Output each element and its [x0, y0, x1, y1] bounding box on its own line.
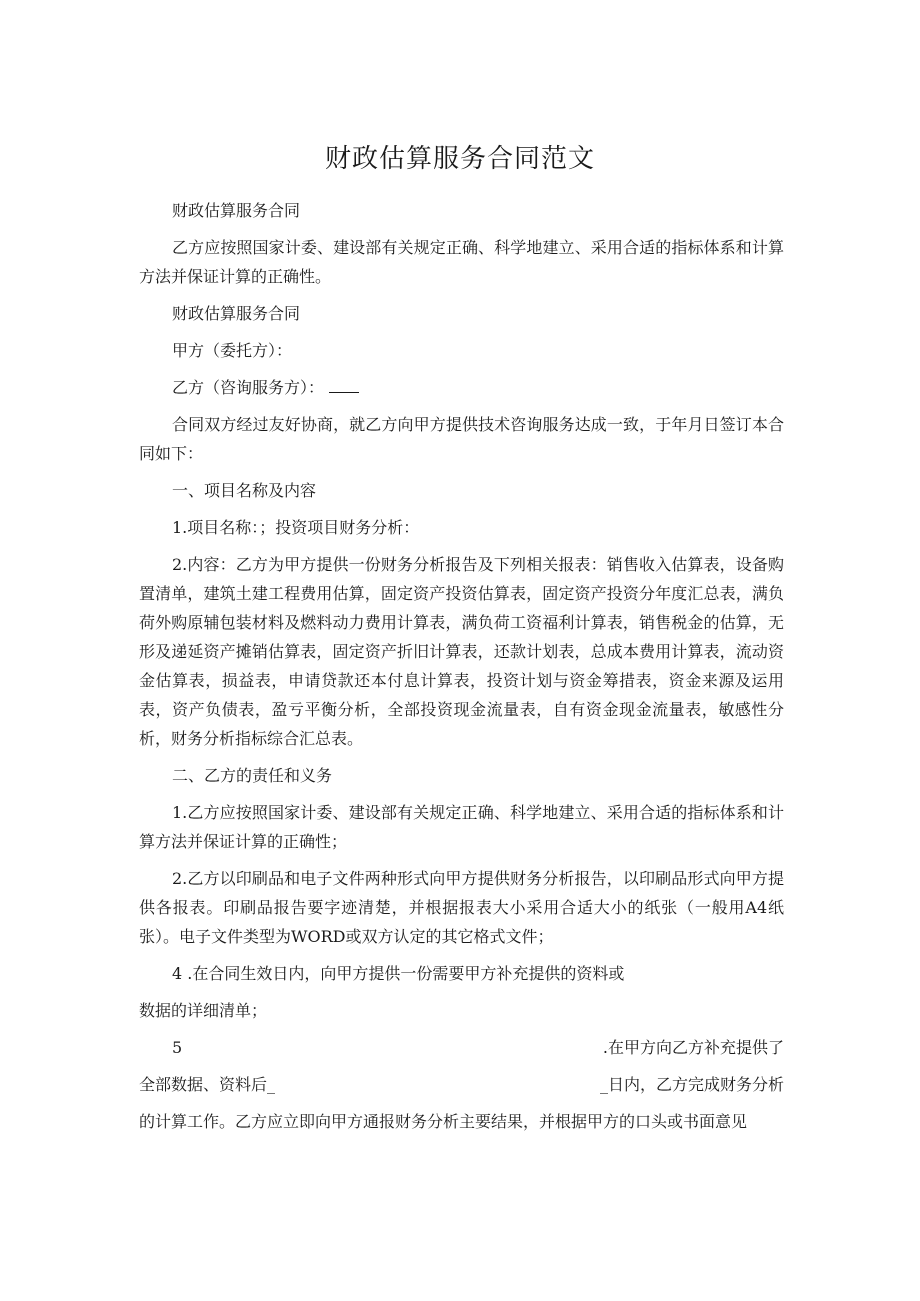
duty-5-cont-right: _日内，乙方完成财务分析 — [599, 1075, 784, 1094]
paragraph-party-a: 甲方（委托方）： — [172, 341, 293, 360]
paragraph-duty-5-end: 的计算工作。乙方应立即向甲方通报财务分析主要结果，并根据甲方的口头或书面意见 — [139, 1112, 748, 1131]
paragraph-duty-4: 4 .在合同生效日内，向甲方提供一份需要甲方补充提供的资料或 — [172, 964, 625, 983]
paragraph-project-name: 1.项目名称：；投资项目财务分析： — [172, 518, 420, 537]
paragraph-contract-name-2: 财政估算服务合同 — [172, 304, 301, 323]
paragraph-duty-5-cont — [139, 1070, 784, 1099]
paragraph-party-b — [139, 373, 784, 402]
document-title: 财政估算服务合同范文 — [324, 144, 595, 174]
paragraph-agreement: 合同双方经过友好协商，就乙方向甲方提供技术咨询服务达成一致，于年月日签订本合同如下： — [139, 415, 784, 463]
paragraph-contract-name: 财政估算服务合同 — [172, 201, 301, 220]
paragraph-duty-5 — [139, 1033, 784, 1062]
paragraph-duty-2: 2.乙方以印刷品和电子文件两种形式向甲方提供财务分析报告，以印刷品形式向甲方提供各报表。印刷品报告要字迹清楚，并根据报表大小采用合适大小的纸张（一般用A4纸张）。电子文件类型为WORD或双方认定的其它格式文件； — [139, 869, 784, 946]
paragraph-duty-4-cont: 数据的详细清单； — [139, 1001, 268, 1020]
section-heading-2: 二、乙方的责任和义务 — [172, 766, 333, 785]
duty-5-text: .在甲方向乙方补充提供了 — [602, 1038, 784, 1057]
party-b-label: 乙方（咨询服务方）： — [172, 378, 325, 397]
paragraph-duty-1: 1.乙方应按照国家计委、建设部有关规定正确、科学地建立、采用合适的指标体系和计算方法并保证计算的正确性； — [139, 803, 784, 851]
paragraph-content: 2.内容：乙方为甲方提供一份财务分析报告及下列相关报表：销售收入估算表，设备购置清单，建筑土建工程费用估算，固定资产投资估算表，固定资产投资分年度汇总表，满负荷外购原辅包装材料及燃料动力费用计算表，满负荷工资福利计算表，销售税金的估算，无形及递延资产摊销估算表，固定资产折旧计算表，还款计划表，总成本费用计算表，流动资金估算表，损益表，申请贷款还本付息计算表，投资计划与资金筹措表，资金来源及运用表，资产负债表，盈亏平衡分析，全部投资现金流量表，自有资金现金流量表，敏感性分析，财务分析指标综合汇总表。 — [139, 555, 784, 748]
duty-5-number: 5 — [172, 1038, 183, 1057]
paragraph-intro: 乙方应按照国家计委、建设部有关规定正确、科学地建立、采用合适的指标体系和计算方法并保证计算的正确性。 — [139, 238, 784, 286]
document-body — [139, 196, 784, 1144]
party-b-blank — [329, 374, 359, 393]
duty-5-cont-left: 全部数据、资料后_ — [139, 1075, 276, 1094]
section-heading-1: 一、项目名称及内容 — [172, 481, 317, 500]
